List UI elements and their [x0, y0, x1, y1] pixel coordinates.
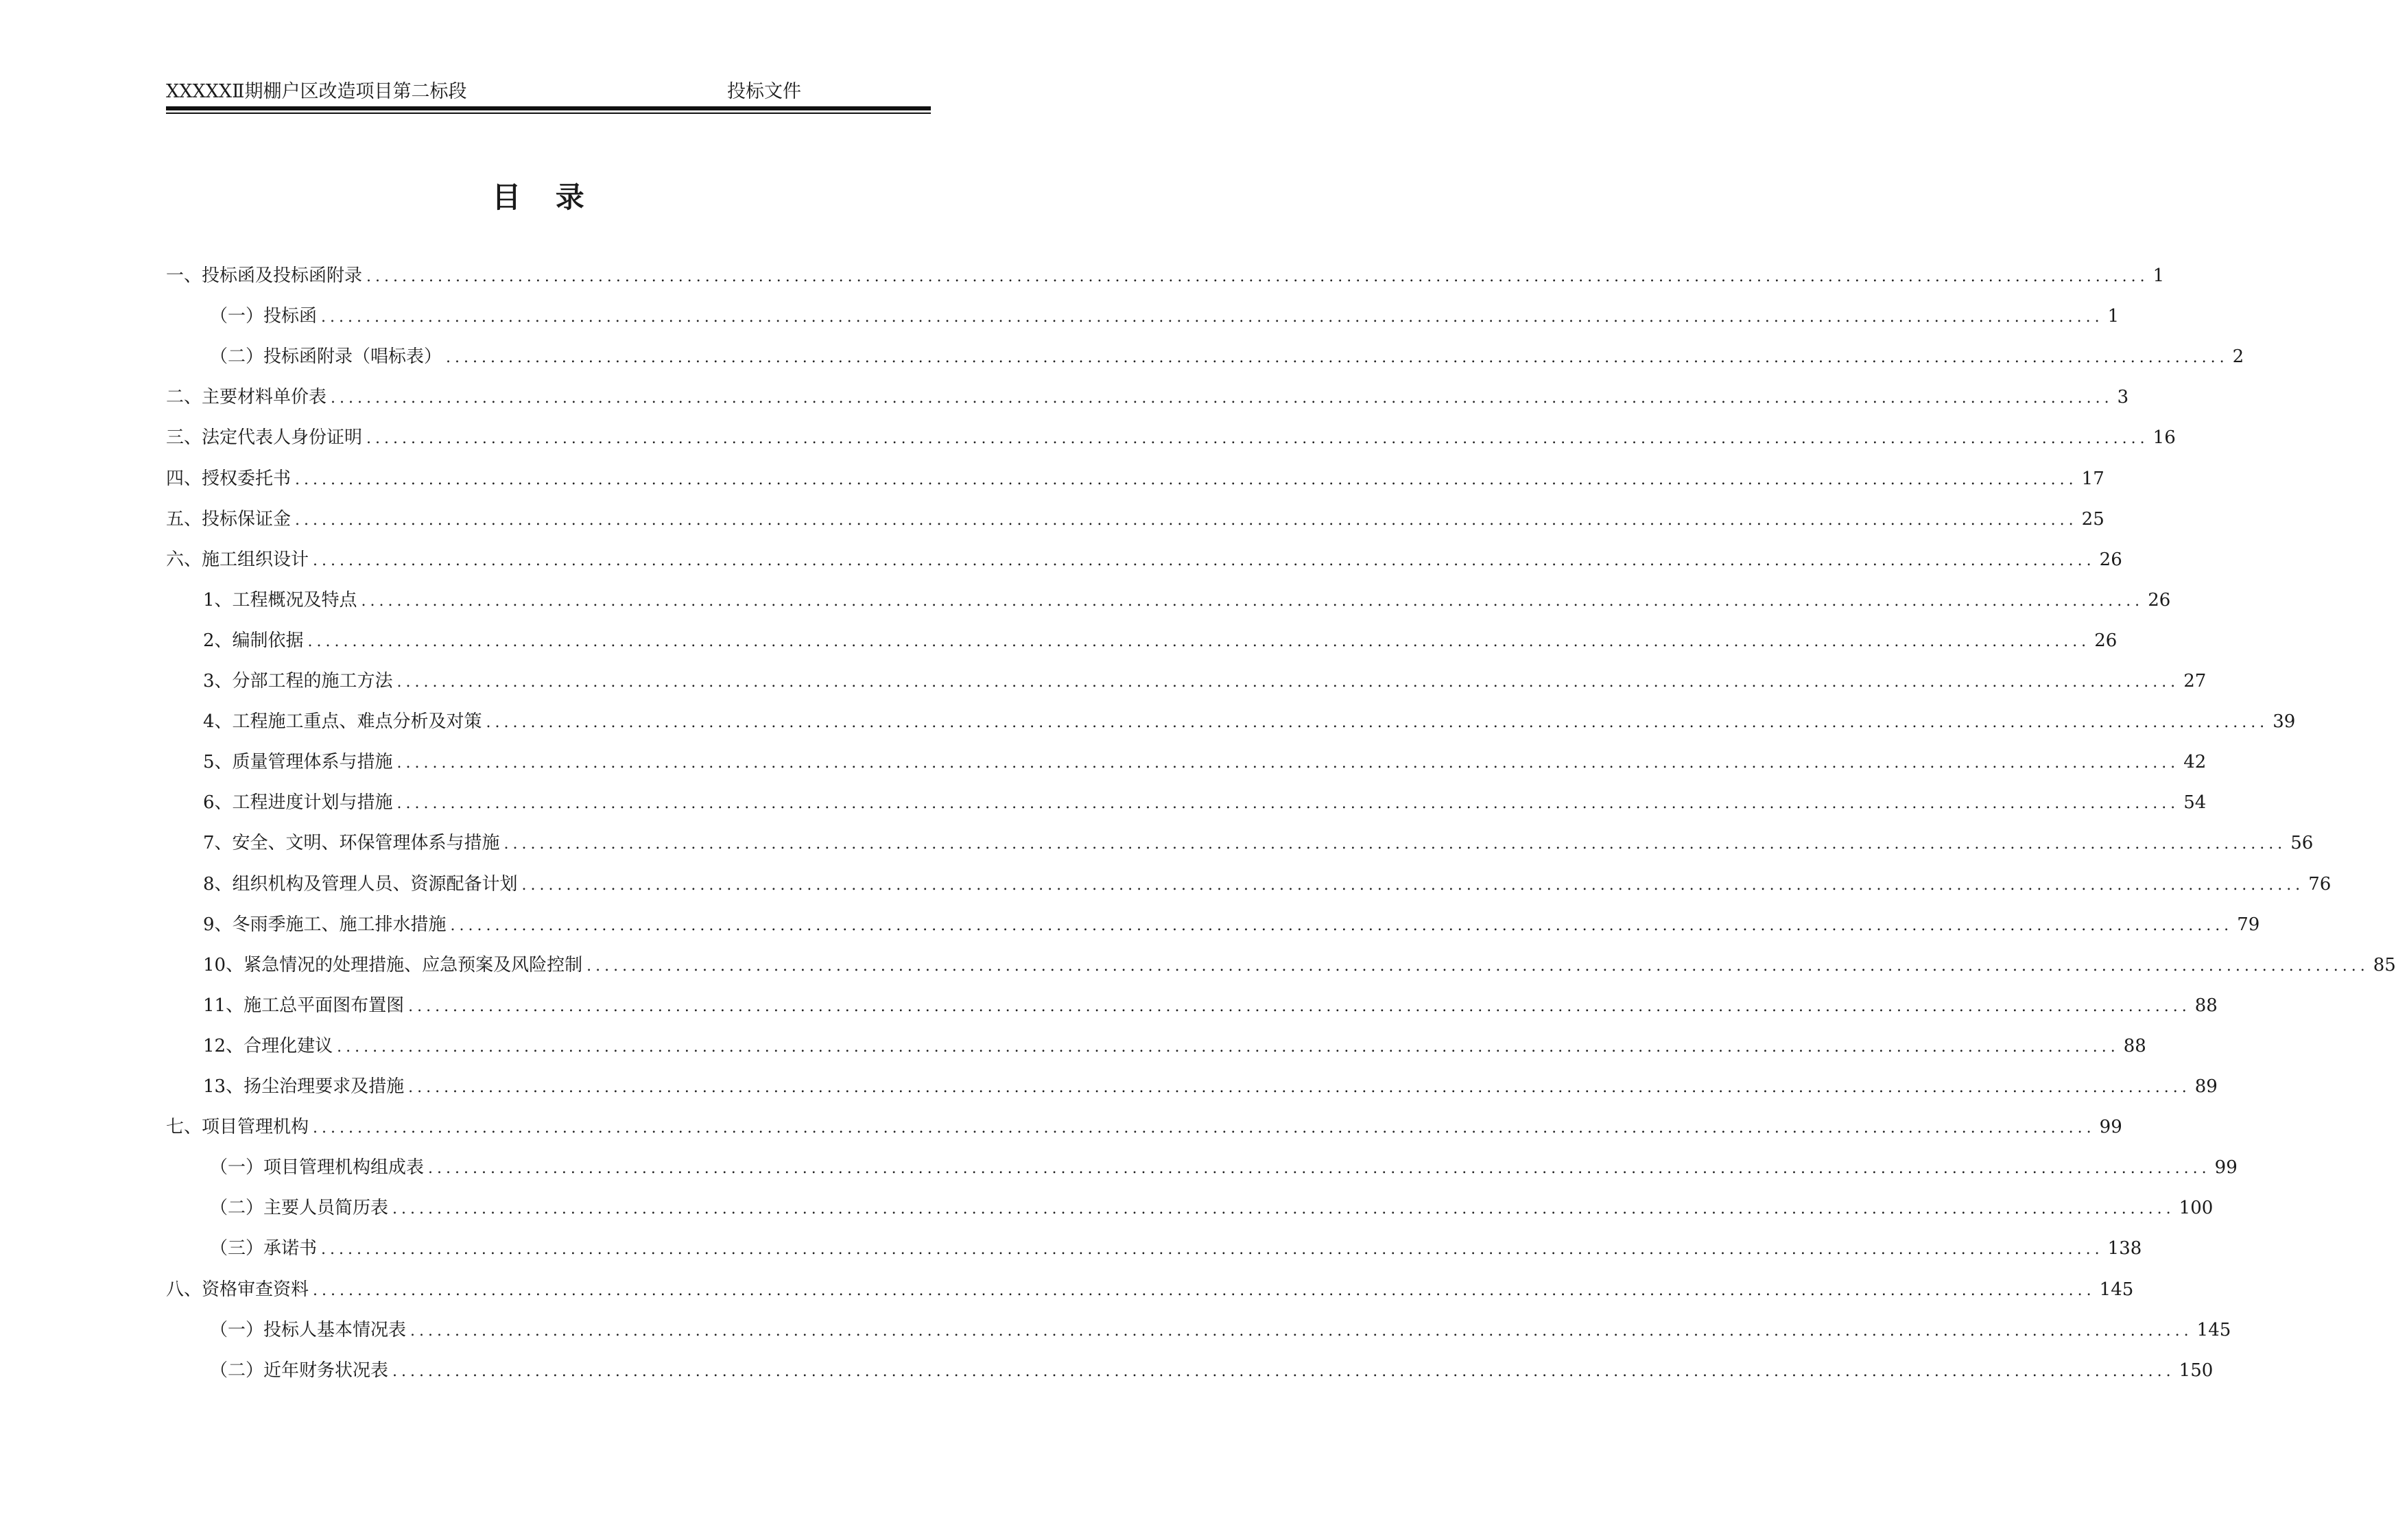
toc-entry[interactable]	[203, 626, 2118, 656]
toc-entry-page-number: 42	[2183, 752, 2207, 772]
toc-entry[interactable]	[203, 1071, 2218, 1102]
toc-entry-label: 1、工程概况及特点	[203, 590, 357, 611]
toc-entry-page-number: 26	[2148, 590, 2171, 611]
toc-entry-page-number: 54	[2183, 792, 2207, 813]
toc-entry-page-number: 17	[2081, 469, 2104, 489]
toc-leader-dots: ........................................................................................................................................................................................................	[295, 512, 2078, 529]
toc-entry-label: 13、扬尘治理要求及措施	[203, 1076, 405, 1097]
toc-entry[interactable]	[166, 1275, 2134, 1305]
header-document-type: 投标文件	[727, 81, 801, 102]
toc-entry[interactable]	[203, 666, 2207, 696]
toc-entry-page-number: 88	[2194, 995, 2218, 1016]
toc-leader-dots: ........................................................................................................................................................................................................	[295, 471, 2078, 488]
toc-entry[interactable]	[210, 1233, 2142, 1264]
toc-entry-label: 六、施工组织设计	[166, 549, 309, 570]
toc-entry-page-number: 1	[2107, 306, 2120, 327]
toc-entry[interactable]	[210, 301, 2120, 331]
page-title: 目 录	[492, 180, 597, 214]
toc-leader-dots: ........................................................................................................................................................................................................	[321, 309, 2104, 326]
toc-leader-dots: ........................................................................................................................................................................................................	[408, 998, 2191, 1015]
toc-entry-label: 8、组织机构及管理人员、资源配备计划	[203, 874, 518, 895]
toc-entry[interactable]	[210, 342, 2244, 372]
toc-leader-dots: ........................................................................................................................................................................................................	[313, 552, 2096, 569]
toc-entry-page-number: 2	[2232, 346, 2244, 367]
toc-leader-dots: ........................................................................................................................................................................................................	[337, 1039, 2120, 1056]
toc-entry-page-number: 145	[2099, 1279, 2134, 1300]
toc-leader-dots: ........................................................................................................................................................................................................	[521, 877, 2305, 894]
toc-entry-label: 2、编制依据	[203, 630, 304, 651]
toc-entry-label: 11、施工总平面图布置图	[203, 995, 405, 1016]
toc-leader-dots: ........................................................................................................................................................................................................	[408, 1079, 2191, 1096]
toc-entry-label: 7、安全、文明、环保管理体系与措施	[203, 833, 500, 853]
toc-entry-label: （一）投标人基本情况表	[210, 1320, 407, 1340]
toc-entry-label: （一）投标函	[210, 306, 318, 327]
toc-entry-page-number: 39	[2273, 711, 2296, 732]
toc-entry-label: 四、授权委托书	[166, 469, 292, 489]
toc-leader-dots: ........................................................................................................................................................................................................	[446, 349, 2229, 366]
toc-entry-label: 3、分部工程的施工方法	[203, 671, 393, 691]
toc-entry[interactable]	[210, 1315, 2231, 1345]
toc-entry-page-number: 79	[2237, 914, 2260, 935]
toc-entry-label: （二）主要人员简历表	[210, 1198, 389, 1218]
toc-entry-label: （二）投标函附录（唱标表）	[210, 346, 442, 367]
toc-entry-label: 5、质量管理体系与措施	[203, 752, 393, 772]
page-header	[166, 78, 931, 106]
toc-entry-page-number: 1	[2152, 265, 2165, 286]
toc-entry[interactable]	[166, 464, 2104, 494]
toc-entry[interactable]	[203, 950, 2396, 980]
toc-entry-page-number: 16	[2152, 427, 2176, 448]
toc-entry[interactable]	[203, 991, 2218, 1021]
toc-leader-dots: ........................................................................................................................................................................................................	[331, 390, 2113, 407]
toc-leader-dots: ........................................................................................................................................................................................................	[392, 1363, 2175, 1380]
toc-entry-label: （三）承诺书	[210, 1238, 318, 1259]
toc-entry-page-number: 27	[2183, 671, 2207, 691]
toc-entry-page-number: 56	[2290, 833, 2314, 853]
toc-entry-label: 三、法定代表人身份证明	[166, 427, 363, 448]
toc-leader-dots: ........................................................................................................................................................................................................	[366, 268, 2149, 285]
toc-leader-dots: ........................................................................................................................................................................................................	[396, 755, 2180, 772]
toc-leader-dots: ........................................................................................................................................................................................................	[313, 1282, 2096, 1299]
header-rule-thin	[166, 112, 931, 114]
toc-leader-dots: ........................................................................................................................................................................................................	[321, 1241, 2104, 1258]
toc-entry-label: 10、紧急情况的处理措施、应急预案及风险控制	[203, 955, 583, 975]
toc-entry-page-number: 138	[2107, 1238, 2142, 1259]
toc-leader-dots: ........................................................................................................................................................................................................	[366, 430, 2149, 447]
toc-leader-dots: ........................................................................................................................................................................................................	[450, 917, 2233, 934]
header-project-name: XXXXXⅡ期棚户区改造项目第二标段	[166, 81, 467, 102]
toc-entry[interactable]	[210, 1193, 2214, 1223]
toc-entry-label: （二）近年财务状况表	[210, 1360, 389, 1381]
toc-entry[interactable]	[203, 869, 2332, 899]
toc-entry[interactable]	[203, 1031, 2146, 1061]
header-rule-thick	[166, 106, 931, 110]
toc-entry[interactable]	[203, 787, 2207, 818]
toc-leader-dots: ........................................................................................................................................................................................................	[486, 714, 2269, 731]
toc-entry[interactable]	[166, 504, 2104, 534]
toc-entry-label: 9、冬雨季施工、施工排水措施	[203, 914, 447, 935]
toc-entry[interactable]	[166, 545, 2122, 575]
toc-entry-page-number: 25	[2081, 509, 2104, 530]
toc-leader-dots: ........................................................................................................................................................................................................	[392, 1200, 2175, 1218]
toc-entry-page-number: 150	[2179, 1360, 2214, 1381]
toc-entry-page-number: 99	[2099, 1117, 2122, 1137]
toc-entry-page-number: 88	[2123, 1036, 2146, 1056]
toc-entry-label: 一、投标函及投标函附录	[166, 265, 363, 286]
toc-entry[interactable]	[203, 747, 2207, 777]
toc-entry-label: 二、主要材料单价表	[166, 387, 327, 407]
toc-entry-page-number: 100	[2179, 1198, 2214, 1218]
toc-entry-label: 八、资格审查资料	[166, 1279, 309, 1300]
toc-leader-dots: ........................................................................................................................................................................................................	[361, 593, 2144, 610]
toc-entry[interactable]	[203, 910, 2260, 940]
toc-entry-page-number: 145	[2196, 1320, 2231, 1340]
toc-entry[interactable]	[166, 382, 2129, 412]
toc-entry[interactable]	[166, 1112, 2122, 1142]
toc-entry[interactable]	[166, 261, 2165, 291]
toc-leader-dots: ........................................................................................................................................................................................................	[503, 836, 2287, 853]
toc-entry-label: 6、工程进度计划与措施	[203, 792, 393, 813]
toc-entry[interactable]	[166, 423, 2176, 453]
toc-entry[interactable]	[210, 1152, 2238, 1183]
toc-entry-label: 12、合理化建议	[203, 1036, 333, 1056]
toc-leader-dots: ........................................................................................................................................................................................................	[307, 633, 2091, 650]
toc-entry-label: （一）项目管理机构组成表	[210, 1157, 425, 1178]
toc-entry-page-number: 26	[2099, 549, 2122, 570]
toc-entry-page-number: 99	[2214, 1157, 2238, 1178]
toc-entry-label: 七、项目管理机构	[166, 1117, 309, 1137]
toc-entry-label: 4、工程施工重点、难点分析及对策	[203, 711, 482, 732]
toc-leader-dots: ........................................................................................................................................................................................................	[410, 1323, 2193, 1340]
toc-entry[interactable]	[203, 828, 2314, 858]
toc-entry-label: 五、投标保证金	[166, 509, 292, 530]
toc-leader-dots: ........................................................................................................................................................................................................	[396, 795, 2180, 812]
toc-leader-dots: ........................................................................................................................................................................................................	[428, 1160, 2211, 1177]
toc-leader-dots: ........................................................................................................................................................................................................	[586, 958, 2369, 975]
toc-entry-page-number: 3	[2117, 387, 2129, 407]
toc-leader-dots: ........................................................................................................................................................................................................	[313, 1120, 2096, 1137]
toc-leader-dots: ........................................................................................................................................................................................................	[396, 674, 2180, 691]
toc-entry[interactable]	[203, 707, 2296, 737]
toc-entry-page-number: 76	[2308, 874, 2332, 895]
toc-entry-page-number: 26	[2094, 630, 2118, 651]
toc-entry-page-number: 89	[2194, 1076, 2218, 1097]
toc-entry[interactable]	[210, 1355, 2214, 1386]
toc-entry-page-number: 85	[2373, 955, 2396, 975]
toc-entry[interactable]	[203, 585, 2171, 615]
